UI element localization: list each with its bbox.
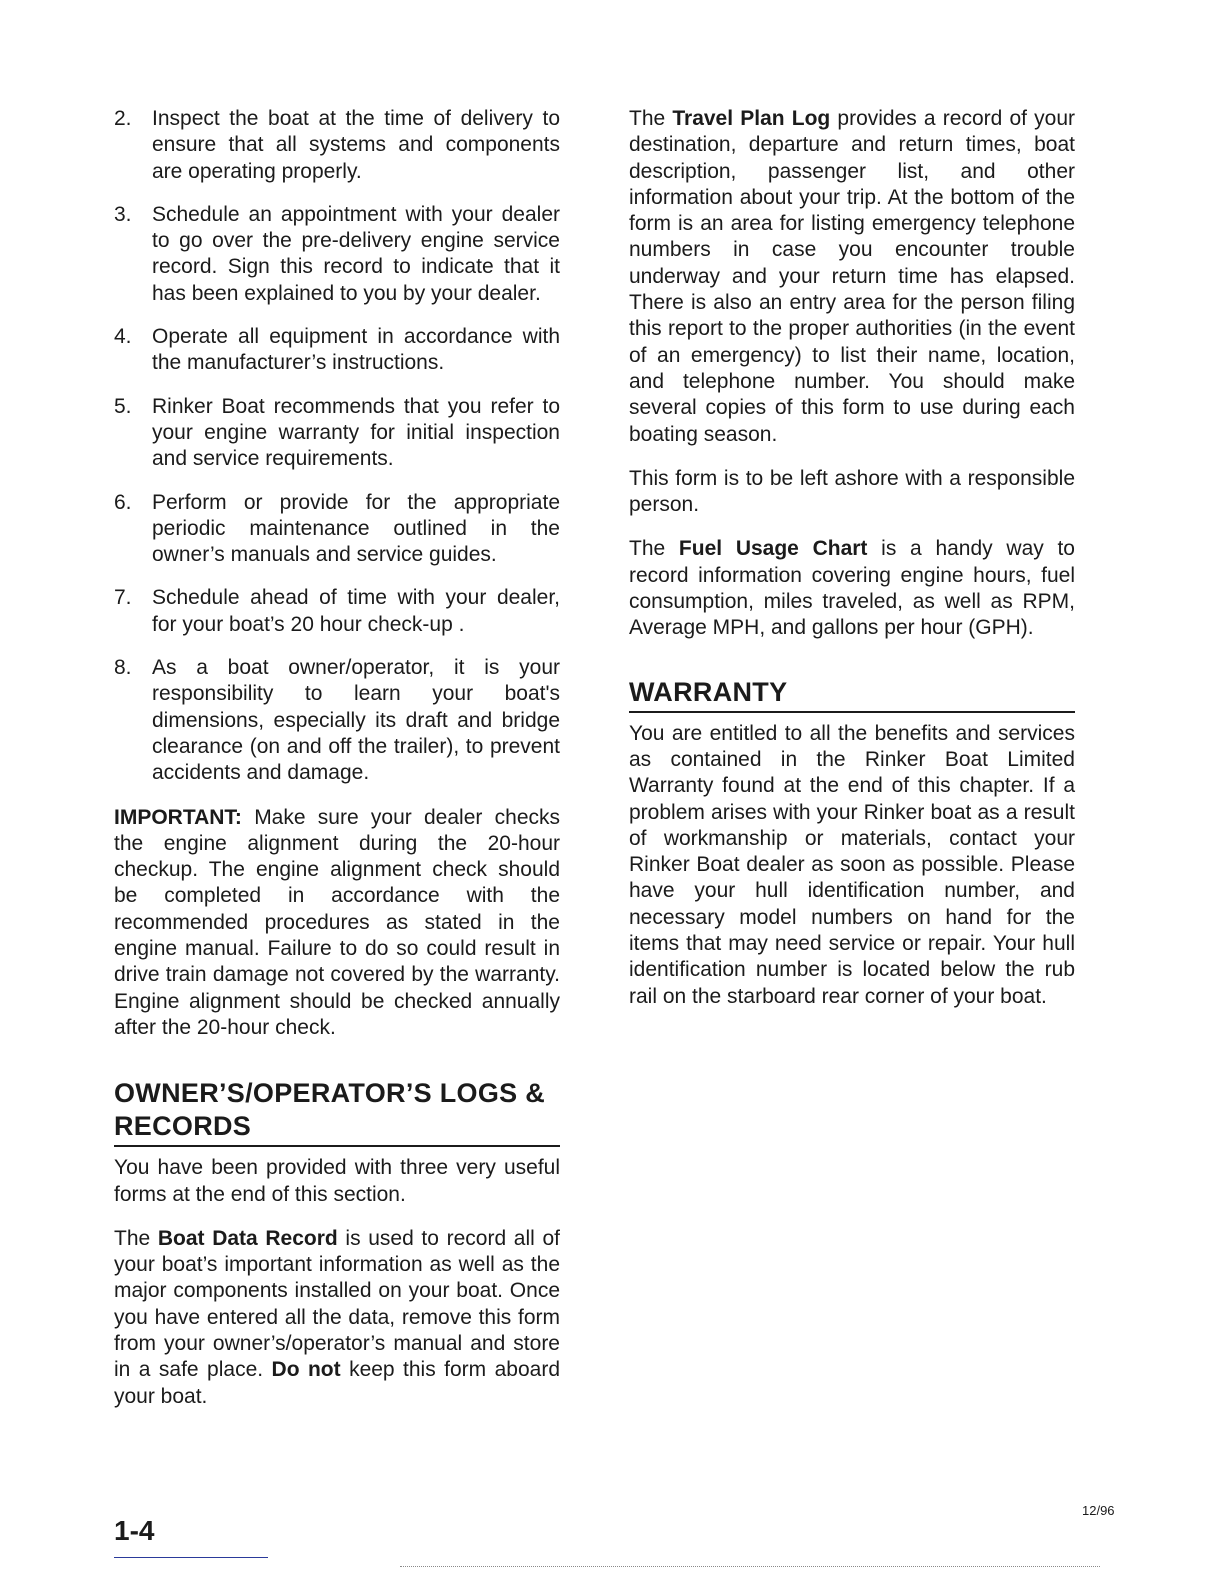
- list-item-text: Rinker Boat recommends that you refer to your engine warranty for initial inspection and service requirements.: [152, 394, 560, 471]
- text-run: is used to record all of your boat’s important information as well as the major components installed on your boat. Once you have entered all the data, remove this form from your owner’s/operator’s manual and store in a safe place.: [114, 1226, 560, 1382]
- ashore-note-paragraph: This form is to be left ashore with a responsible person.: [629, 466, 1075, 517]
- logs-intro-paragraph: You have been provided with three very useful forms at the end of this section.: [114, 1156, 560, 1206]
- fuel-usage-chart-term: Fuel Usage Chart: [678, 537, 868, 561]
- list-item-number: 8.: [114, 656, 132, 680]
- list-item: [114, 106, 560, 185]
- warranty-paragraph: You are entitled to all the benefits and services as contained in the Rinker Boat Limited Warranty found at the end of this chapter. If a problem arises with your Rinker boat as a result of workmanship or materials, contact your Rinker Boat dealer as soon as possible. Please have your hull identification number, and necessary model numbers on hand for the items that may need service or repair. Your hull identification number is located below the rub rail on the starboard rear corner of your boat.: [629, 721, 1075, 1008]
- list-item-number: 4.: [114, 325, 132, 349]
- list-item-text: Perform or provide for the appropriate periodic maintenance outlined in the owner’s manuals and service guides.: [152, 490, 560, 567]
- list-item: [114, 324, 560, 377]
- list-item: [114, 394, 560, 473]
- footer-divider: [400, 1566, 1100, 1567]
- list-item-number: 5.: [114, 394, 132, 418]
- list-item-text: As a boat owner/operator, it is your responsibility to learn your boat's dimensions, especially its draft and bridge clearance (on and off the trailer), to prevent accidents and damage.: [152, 656, 560, 785]
- page-number: 1-4: [114, 1515, 155, 1546]
- page-number-underline: [114, 1557, 268, 1558]
- text-run: The: [629, 107, 673, 130]
- list-item: [114, 655, 560, 786]
- travel-plan-paragraph: [629, 106, 1075, 448]
- left-column: [114, 106, 560, 1428]
- text-run: The: [629, 537, 679, 561]
- text-run: provides a record of your destination, departure and return times, boat description, passenger list, and other information about your trip. At the bottom of the form is an area for listing emergency telephone numbers in case you encounter trouble underway and your return time has elapsed. There is also an entry area for the person filing this report to the proper authorities (in the event of an emergency) to list their name, location, and telephone number. You should make several copies of this form to use during each boating season.: [629, 107, 1075, 446]
- text-run: is a handy way to record information covering engine hours, fuel consumption, miles traveled, as well as RPM, Average MPH, and gallons per hour (GPH).: [629, 537, 1075, 640]
- travel-plan-log-term: Travel Plan Log: [672, 107, 831, 130]
- list-item-number: 6.: [114, 490, 132, 514]
- list-item: [114, 202, 560, 307]
- list-item-text: Schedule an appointment with your dealer to go over the pre-delivery engine service record. Sign this record to indicate that it has been explained to you by your dealer.: [152, 202, 560, 305]
- fuel-usage-paragraph: [629, 536, 1075, 641]
- list-item-number: 2.: [114, 107, 132, 130]
- text-run: The: [114, 1226, 158, 1250]
- warranty-heading: WARRANTY: [629, 676, 1075, 713]
- right-column: [629, 106, 1075, 1028]
- list-item-number: 7.: [114, 586, 132, 610]
- boat-data-record-term: Boat Data Record: [157, 1226, 338, 1250]
- important-label: IMPORTANT:: [114, 805, 242, 829]
- revision-date: 12/96: [1082, 1503, 1115, 1518]
- list-item-text: Inspect the boat at the time of delivery to ensure that all systems and components are operating properly.: [152, 107, 560, 183]
- logs-records-heading: OWNER’S/OPERATOR’S LOGS & RECORDS: [114, 1077, 560, 1147]
- list-item-text: Operate all equipment in accordance with the manufacturer’s instructions.: [152, 325, 560, 375]
- delivery-checklist: [114, 106, 560, 787]
- boat-data-record-paragraph: [114, 1226, 560, 1410]
- list-item-text: Schedule ahead of time with your dealer, for your boat’s 20 hour check-up .: [152, 586, 560, 636]
- important-note: [114, 805, 560, 1042]
- important-text: Make sure your dealer checks the engine alignment during the 20-hour checkup. The engine alignment check should be completed in accordance with the recommended procedures as stated in the engine manual. Failure to do so could result in drive train damage not covered by the warranty. Engine alignment should be checked annually after the 20-hour check.: [114, 805, 560, 1039]
- list-item: [114, 490, 560, 569]
- do-not-emphasis: Do not: [271, 1358, 341, 1382]
- text-run: keep this form aboard your boat.: [114, 1358, 560, 1408]
- list-item: [114, 585, 560, 638]
- list-item-number: 3.: [114, 202, 132, 226]
